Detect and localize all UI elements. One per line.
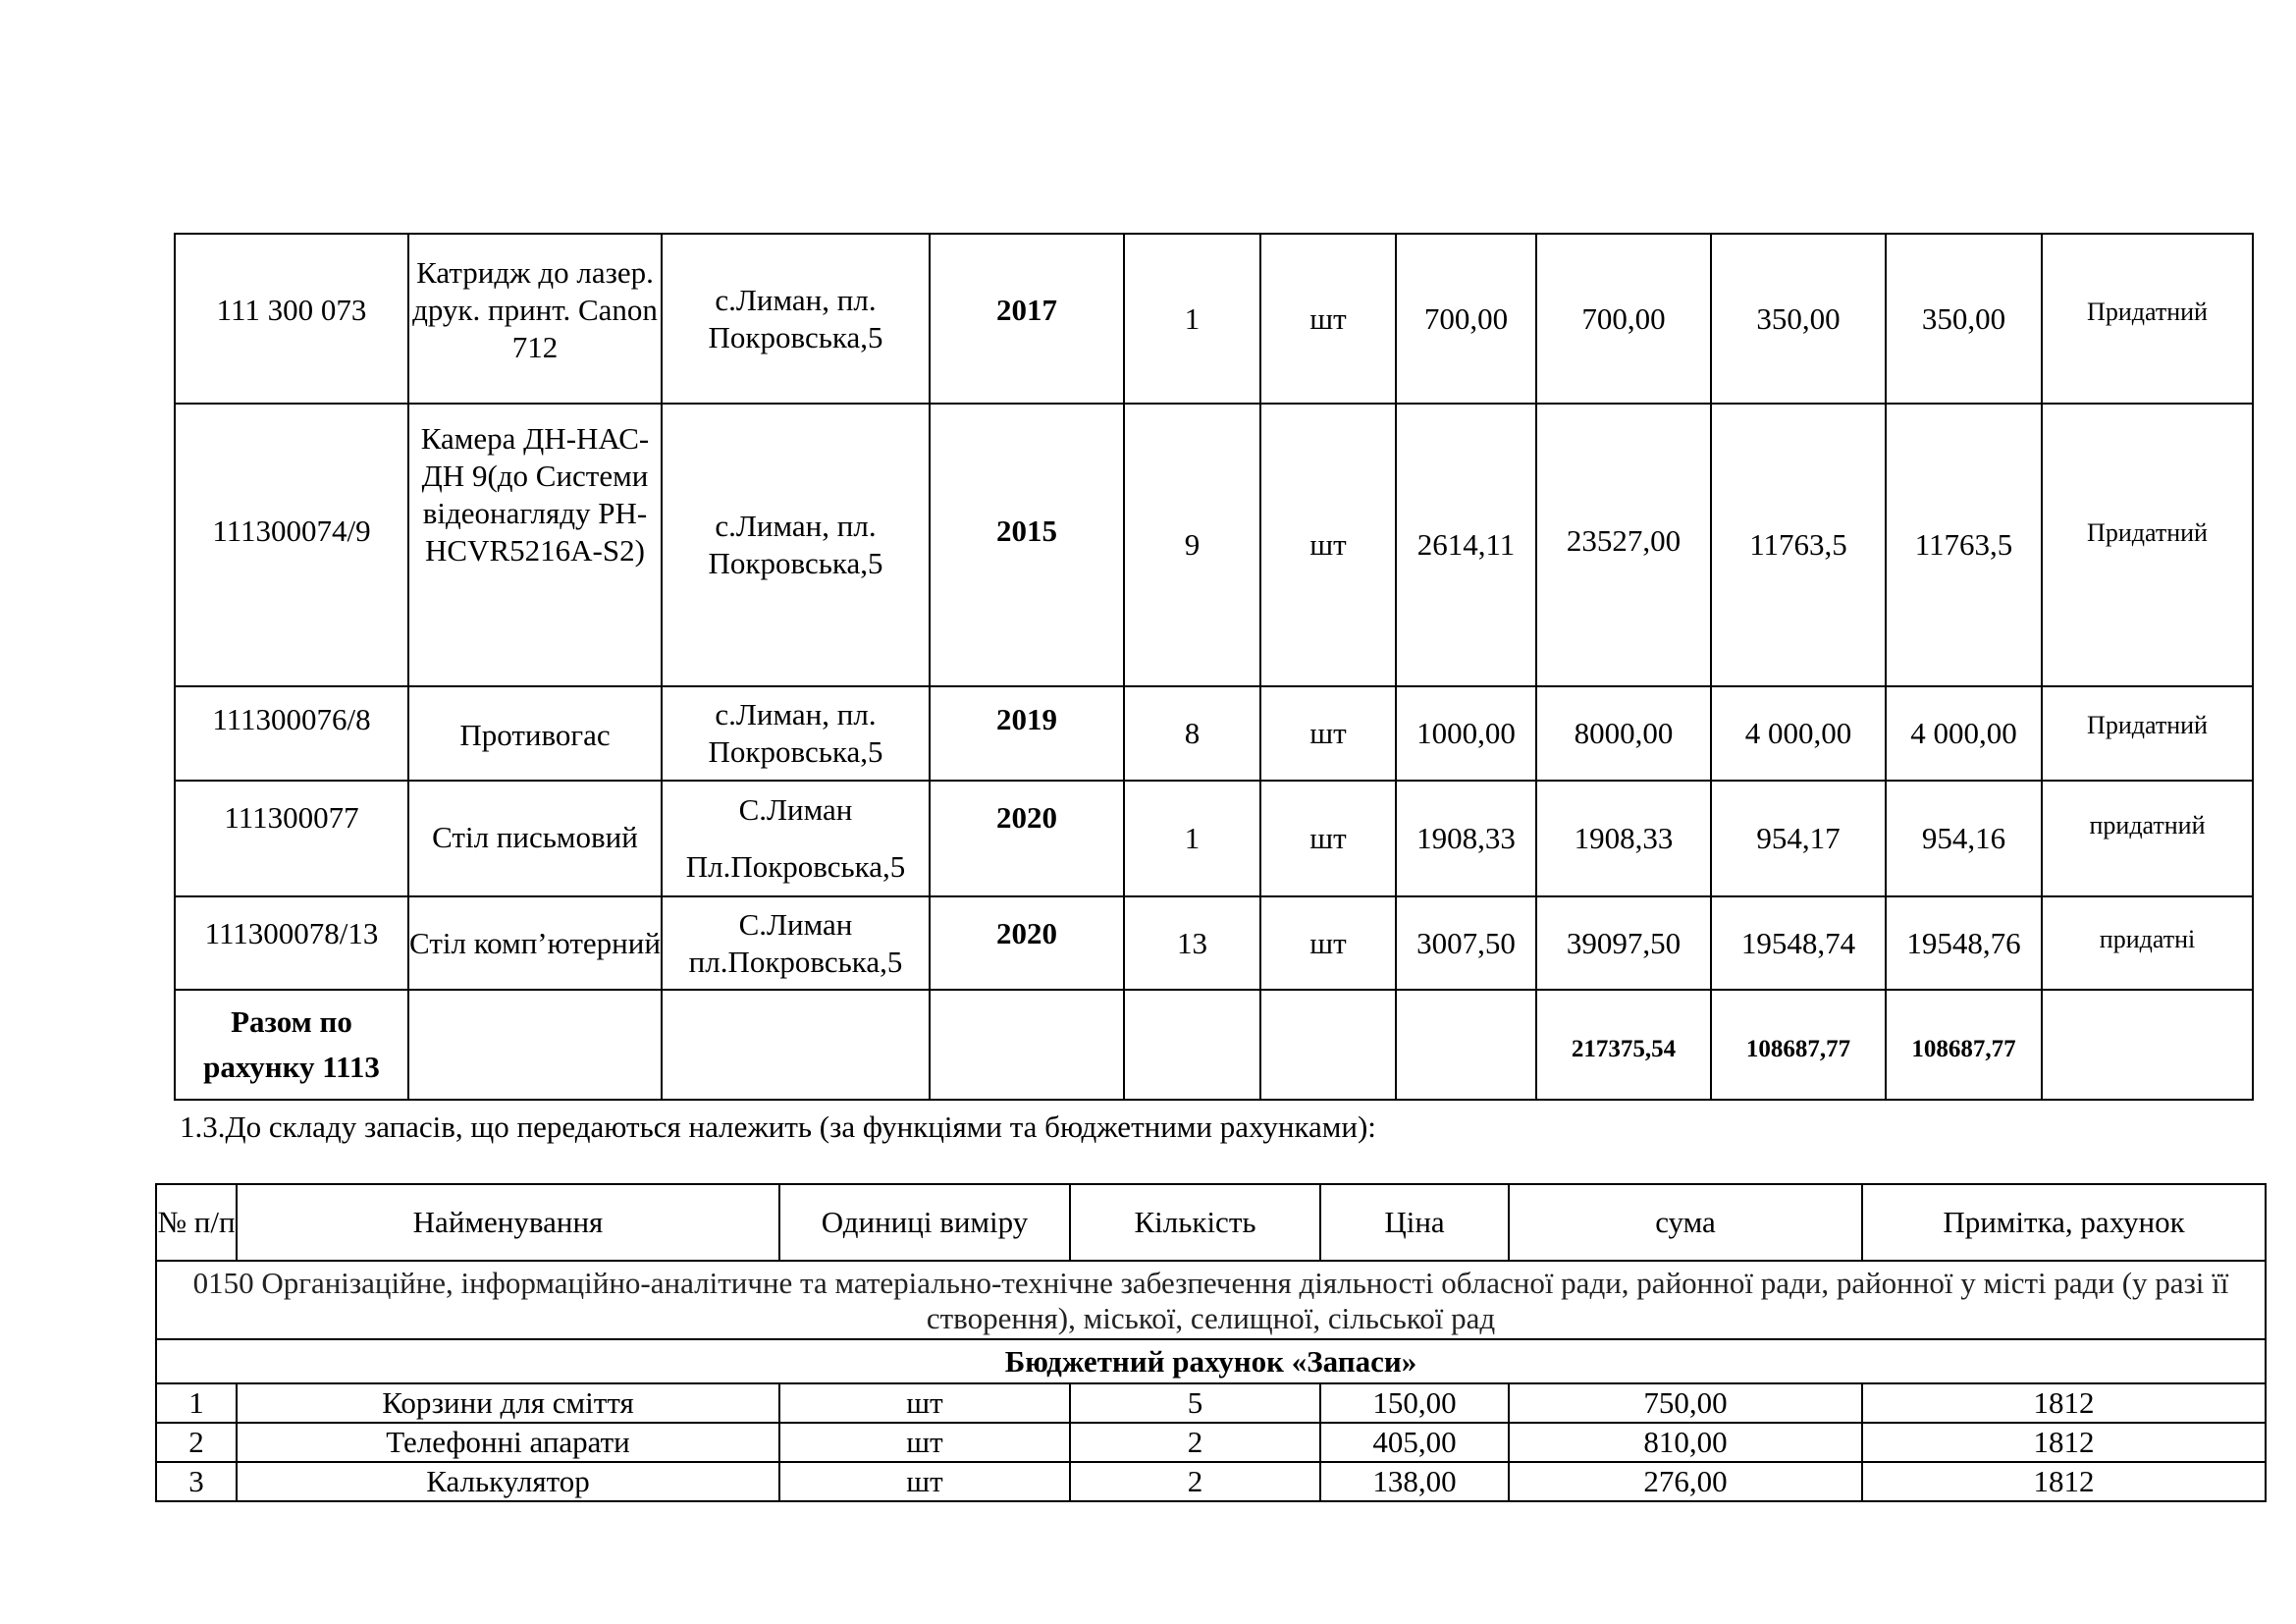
asset-name: Стіл письмовий xyxy=(408,781,662,896)
budget-function-text: 0150 Організаційне, інформаційно-аналітичне та матеріально-технічне забезпечення діяльності обласної ради, районної ради, районної у місті ради (у разі її створення), міської, селищної, сільської рад xyxy=(156,1261,2266,1339)
total-residual: 108687,77 xyxy=(1886,990,2042,1100)
function-row xyxy=(156,1261,2266,1339)
budget-account-row xyxy=(156,1339,2266,1383)
table-row xyxy=(175,234,2253,404)
asset-name: Камера ДН-НАС-ДН 9(до Системи відеонагляду PH-HCVR5216A-S2) xyxy=(408,404,662,686)
inventories-table xyxy=(155,1183,2267,1502)
item-name: Телефонні апарати xyxy=(237,1423,779,1462)
asset-unit: шт xyxy=(1260,404,1396,686)
asset-sum: 700,00 xyxy=(1536,234,1711,404)
asset-location: С.Лиман Пл.Покровська,5 xyxy=(662,781,930,896)
item-price: 405,00 xyxy=(1320,1423,1509,1462)
item-qty: 2 xyxy=(1070,1462,1320,1501)
item-price: 138,00 xyxy=(1320,1462,1509,1501)
asset-residual: 11763,5 xyxy=(1886,404,2042,686)
asset-name: Стіл комп’ютерний xyxy=(408,896,662,990)
empty-cell xyxy=(1260,990,1396,1100)
asset-price: 3007,50 xyxy=(1396,896,1536,990)
header-price: Ціна xyxy=(1320,1184,1509,1261)
item-unit: шт xyxy=(779,1462,1070,1501)
asset-unit: шт xyxy=(1260,896,1396,990)
asset-sum: 1908,33 xyxy=(1536,781,1711,896)
item-num: 3 xyxy=(156,1462,237,1501)
asset-quantity: 1 xyxy=(1124,234,1260,404)
asset-quantity: 9 xyxy=(1124,404,1260,686)
asset-depreciation: 350,00 xyxy=(1711,234,1886,404)
asset-location: С.Лиман пл.Покровська,5 xyxy=(662,896,930,990)
item-sum: 276,00 xyxy=(1509,1462,1862,1501)
asset-state: придатні xyxy=(2042,896,2253,990)
total-label: Разом по рахунку 1113 xyxy=(175,990,408,1100)
asset-sum: 8000,00 xyxy=(1536,686,1711,781)
inventory-code: 111300076/8 xyxy=(175,686,408,781)
asset-year: 2020 xyxy=(930,896,1124,990)
item-num: 2 xyxy=(156,1423,237,1462)
header-unit: Одиниці виміру xyxy=(779,1184,1070,1261)
header-name: Найменування xyxy=(237,1184,779,1261)
fixed-assets-table xyxy=(174,233,2254,1101)
asset-state: Придатний xyxy=(2042,686,2253,781)
total-row xyxy=(175,990,2253,1100)
budget-account-title: Бюджетний рахунок «Запаси» xyxy=(156,1339,2266,1383)
item-sum: 810,00 xyxy=(1509,1423,1862,1462)
header-note: Примітка, рахунок xyxy=(1862,1184,2266,1261)
asset-unit: шт xyxy=(1260,234,1396,404)
asset-price: 700,00 xyxy=(1396,234,1536,404)
asset-state: Придатний xyxy=(2042,234,2253,404)
asset-year: 2017 xyxy=(930,234,1124,404)
asset-sum: 23527,00 xyxy=(1536,404,1711,686)
table-row xyxy=(156,1383,2266,1423)
header-row xyxy=(156,1184,2266,1261)
header-sum: сума xyxy=(1509,1184,1862,1261)
asset-location: с.Лиман, пл. Покровська,5 xyxy=(662,404,930,686)
asset-depreciation: 11763,5 xyxy=(1711,404,1886,686)
asset-sum: 39097,50 xyxy=(1536,896,1711,990)
item-num: 1 xyxy=(156,1383,237,1423)
asset-unit: шт xyxy=(1260,781,1396,896)
asset-state: Придатний xyxy=(2042,404,2253,686)
total-sum: 217375,54 xyxy=(1536,990,1711,1100)
item-name: Калькулятор xyxy=(237,1462,779,1501)
table-row xyxy=(175,781,2253,896)
asset-price: 1000,00 xyxy=(1396,686,1536,781)
empty-cell xyxy=(930,990,1124,1100)
item-note: 1812 xyxy=(1862,1423,2266,1462)
item-note: 1812 xyxy=(1862,1462,2266,1501)
asset-state: придатний xyxy=(2042,781,2253,896)
item-name: Корзини для сміття xyxy=(237,1383,779,1423)
empty-cell xyxy=(1124,990,1260,1100)
asset-unit: шт xyxy=(1260,686,1396,781)
asset-location: с.Лиман, пл. Покровська,5 xyxy=(662,686,930,781)
header-qty: Кількість xyxy=(1070,1184,1320,1261)
item-qty: 5 xyxy=(1070,1383,1320,1423)
item-price: 150,00 xyxy=(1320,1383,1509,1423)
empty-cell xyxy=(1396,990,1536,1100)
asset-location: с.Лиман, пл. Покровська,5 xyxy=(662,234,930,404)
table-row xyxy=(175,404,2253,686)
section-heading: 1.3.До складу запасів, що передаються належить (за функціями та бюджетними рахунками): xyxy=(180,1110,1376,1144)
empty-cell xyxy=(2042,990,2253,1100)
asset-price: 2614,11 xyxy=(1396,404,1536,686)
asset-residual: 19548,76 xyxy=(1886,896,2042,990)
total-depreciation: 108687,77 xyxy=(1711,990,1886,1100)
asset-year: 2019 xyxy=(930,686,1124,781)
asset-residual: 4 000,00 xyxy=(1886,686,2042,781)
header-num: № п/п xyxy=(156,1184,237,1261)
item-unit: шт xyxy=(779,1383,1070,1423)
table-row xyxy=(175,896,2253,990)
asset-name: Противогас xyxy=(408,686,662,781)
inventory-code: 111300077 xyxy=(175,781,408,896)
table-row xyxy=(156,1462,2266,1501)
asset-quantity: 1 xyxy=(1124,781,1260,896)
item-note: 1812 xyxy=(1862,1383,2266,1423)
asset-name: Катридж до лазер. друк. принт. Canon 712 xyxy=(408,234,662,404)
asset-price: 1908,33 xyxy=(1396,781,1536,896)
asset-depreciation: 954,17 xyxy=(1711,781,1886,896)
inventory-code: 111300078/13 xyxy=(175,896,408,990)
table-row xyxy=(156,1423,2266,1462)
asset-quantity: 8 xyxy=(1124,686,1260,781)
item-unit: шт xyxy=(779,1423,1070,1462)
asset-year: 2015 xyxy=(930,404,1124,686)
table-row xyxy=(175,686,2253,781)
asset-residual: 350,00 xyxy=(1886,234,2042,404)
asset-depreciation: 4 000,00 xyxy=(1711,686,1886,781)
asset-residual: 954,16 xyxy=(1886,781,2042,896)
inventory-code: 111300074/9 xyxy=(175,404,408,686)
empty-cell xyxy=(408,990,662,1100)
asset-year: 2020 xyxy=(930,781,1124,896)
inventory-code: 111 300 073 xyxy=(175,234,408,404)
asset-quantity: 13 xyxy=(1124,896,1260,990)
asset-depreciation: 19548,74 xyxy=(1711,896,1886,990)
item-qty: 2 xyxy=(1070,1423,1320,1462)
empty-cell xyxy=(662,990,930,1100)
item-sum: 750,00 xyxy=(1509,1383,1862,1423)
